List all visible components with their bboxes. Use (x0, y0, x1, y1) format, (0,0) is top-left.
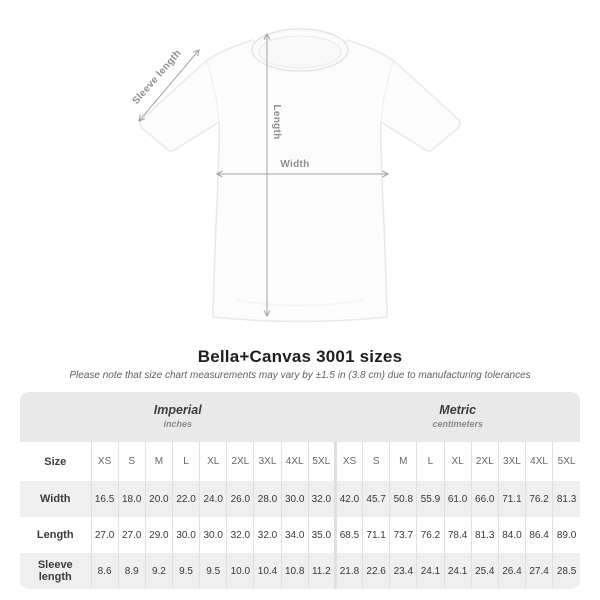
value-cell: 10.4 (254, 553, 281, 589)
size-row (20, 442, 580, 481)
value-cell: 20.0 (145, 481, 172, 517)
size-cell: L (172, 442, 199, 481)
value-cell: 78.4 (444, 517, 471, 553)
value-cell: 30.0 (281, 481, 308, 517)
length-label: Length (271, 104, 282, 140)
value-cell: 9.2 (145, 553, 172, 589)
value-cell: 22.6 (363, 553, 390, 589)
size-cell: XL (444, 442, 471, 481)
size-cell: L (417, 442, 444, 481)
value-cell: 25.4 (471, 553, 498, 589)
value-cell: 22.0 (172, 481, 199, 517)
value-cell: 26.0 (227, 481, 254, 517)
imperial-header (20, 392, 335, 442)
tshirt-illustration (140, 29, 460, 322)
value-cell: 71.1 (363, 517, 390, 553)
value-cell: 30.0 (172, 517, 199, 553)
value-cell: 61.0 (444, 481, 471, 517)
size-cell: 2XL (471, 442, 498, 481)
size-cell: M (145, 442, 172, 481)
size-row-label: Size (20, 442, 91, 481)
row-label: Length (20, 517, 91, 553)
value-cell: 32.0 (254, 517, 281, 553)
value-cell: 66.0 (471, 481, 498, 517)
value-cell: 81.3 (553, 481, 580, 517)
value-cell: 50.8 (390, 481, 417, 517)
imperial-label: Imperial (153, 403, 202, 418)
value-cell: 28.0 (254, 481, 281, 517)
value-cell: 24.0 (200, 481, 227, 517)
size-cell: 3XL (254, 442, 281, 481)
value-cell: 81.3 (471, 517, 498, 553)
row-label: Sleeve length (20, 553, 91, 589)
value-cell: 24.1 (444, 553, 471, 589)
value-cell: 34.0 (281, 517, 308, 553)
value-cell: 76.2 (526, 481, 553, 517)
metric-header (335, 392, 580, 442)
size-cell: XS (335, 442, 362, 481)
value-cell: 10.8 (281, 553, 308, 589)
value-cell: 32.0 (308, 481, 335, 517)
size-cell: S (363, 442, 390, 481)
value-cell: 71.1 (498, 481, 525, 517)
row-label: Width (20, 481, 91, 517)
value-cell: 68.5 (335, 517, 362, 553)
value-cell: 84.0 (498, 517, 525, 553)
value-cell: 8.6 (91, 553, 118, 589)
table-row (20, 481, 580, 517)
size-cell: 5XL (308, 442, 335, 481)
size-cell: XL (200, 442, 227, 481)
value-cell: 27.0 (91, 517, 118, 553)
size-cell: 5XL (553, 442, 580, 481)
value-cell: 11.2 (308, 553, 335, 589)
value-cell: 18.0 (118, 481, 145, 517)
size-cell: S (118, 442, 145, 481)
value-cell: 10.0 (227, 553, 254, 589)
value-cell: 23.4 (390, 553, 417, 589)
value-cell: 55.9 (417, 481, 444, 517)
value-cell: 35.0 (308, 517, 335, 553)
table-row (20, 517, 580, 553)
size-cell: XS (91, 442, 118, 481)
value-cell: 26.4 (498, 553, 525, 589)
value-cell: 27.4 (526, 553, 553, 589)
units-row (20, 392, 580, 442)
value-cell: 42.0 (335, 481, 362, 517)
value-cell: 21.8 (335, 553, 362, 589)
value-cell: 29.0 (145, 517, 172, 553)
size-cell: M (390, 442, 417, 481)
value-cell: 89.0 (553, 517, 580, 553)
value-cell: 27.0 (118, 517, 145, 553)
value-cell: 28.5 (553, 553, 580, 589)
value-cell: 24.1 (417, 553, 444, 589)
size-cell: 2XL (227, 442, 254, 481)
table-body (20, 481, 580, 589)
size-cell: 4XL (281, 442, 308, 481)
size-table-grid (20, 392, 580, 589)
value-cell: 86.4 (526, 517, 553, 553)
metric-label: Metric (439, 403, 477, 418)
value-cell: 9.5 (172, 553, 199, 589)
size-cell: 3XL (498, 442, 525, 481)
table-row (20, 553, 580, 589)
imperial-sublabel: inches (163, 418, 192, 429)
value-cell: 8.9 (118, 553, 145, 589)
value-cell: 16.5 (91, 481, 118, 517)
tolerance-note: Please note that size chart measurements may vary by ±1.5 in (3.8 cm) due to manufacturing tolerances (69, 370, 531, 381)
size-cell: 4XL (526, 442, 553, 481)
page-title: Bella+Canvas 3001 sizes (197, 347, 403, 366)
value-cell: 32.0 (227, 517, 254, 553)
value-cell: 73.7 (390, 517, 417, 553)
sleeve-length-label: Sleeve length (130, 47, 184, 107)
size-table (20, 392, 580, 589)
value-cell: 45.7 (363, 481, 390, 517)
width-label: Width (280, 159, 310, 170)
value-cell: 9.5 (200, 553, 227, 589)
value-cell: 30.0 (200, 517, 227, 553)
metric-sublabel: centimeters (432, 418, 483, 429)
value-cell: 76.2 (417, 517, 444, 553)
